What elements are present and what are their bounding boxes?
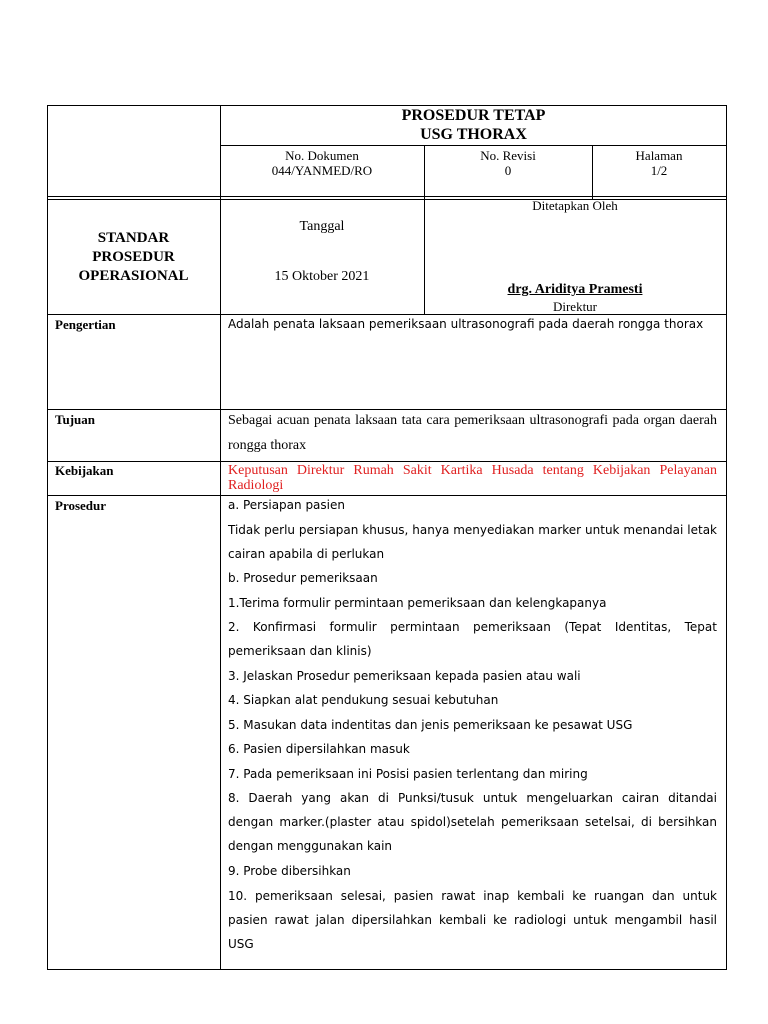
prosedur-step-8: 8. Daerah yang akan di Punksi/tusuk untuk mengeluarkan cairan ditandai dengan marker.(plaster atau spidol)setelah pemeriksaan setelsai, di bersihkan dengan menggunakan kain [228,791,717,853]
approver-title: Direktur [552,299,598,314]
kebijakan-text: Keputusan Direktur Rumah Sakit Kartika Husada tentang Kebijakan Pelayanan Radiologi [228,463,717,493]
table-border-bottom [47,969,727,970]
revision-cell [424,148,592,178]
date-value: 15 Oktober 2021 [274,269,370,284]
approver-name: drg. Ariditya Pramesti [507,282,643,297]
tujuan-label: Tujuan [55,412,95,427]
revision-label: No. Revisi [480,148,536,163]
document-title [220,106,727,144]
doc-number-value: 044/YANMED/RO [271,163,373,178]
sop-label-line-2: PROSEDUR [92,249,175,265]
tujuan-text: Sebagai acuan penata laksaan tata cara pemeriksaan ultrasonografi pada organ daerah rongga thorax [228,413,717,453]
prosedur-step-2: 2. Konfirmasi formulir permintaan pemeriksaan (Tepat Identitas, Tepat pemeriksaan dan klinis) [228,620,717,658]
title-divider [220,145,727,146]
pengertian-text: Adalah penata laksaan pemeriksaan ultrasonografi pada daerah rongga thorax [228,317,704,331]
prosedur-step-7: 7. Pada pemeriksaan ini Posisi pasien terlentang dan miring [228,767,588,781]
table-border-right [726,105,727,970]
doc-number-cell [220,148,424,178]
approved-by-label: Ditetapkan Oleh [532,198,618,213]
doc-number-label: No. Dokumen [285,148,359,163]
title-line-2: USG THORAX [420,126,527,143]
kebijakan-label: Kebijakan [55,463,114,478]
tujuan-divider [47,461,727,462]
page-value: 1/2 [650,163,668,178]
prosedur-step-a-detail: Tidak perlu persiapan khusus, hanya menyediakan marker untuk menandai letak cairan apabila di perlukan [228,523,717,561]
prosedur-step-10: 10. pemeriksaan selesai, pasien rawat inap kembali ke ruangan dan untuk pasien rawat jalan dipersilahkan kembali ke radiologi untuk mengambil hasil USG [228,889,717,951]
date-label: Tanggal [299,219,345,234]
page-label: Halaman [635,148,683,163]
prosedur-step-6: 6. Pasien dipersilahkan masuk [228,742,410,756]
page-cell [592,148,726,178]
prosedur-step-4: 4. Siapkan alat pendukung sesuai kebutuhan [228,693,499,707]
title-line-1: PROSEDUR TETAP [401,107,546,124]
prosedur-step-1: 1.Terima formulir permintaan pemeriksaan dan kelengkapanya [228,596,607,610]
prosedur-step-a: a. Persiapan pasien [228,498,345,512]
prosedur-label: Prosedur [55,498,107,513]
pengertian-label: Pengertian [55,317,116,332]
prosedur-step-b: b. Prosedur pemeriksaan [228,571,378,585]
prosedur-step-3: 3. Jelaskan Prosedur pemeriksaan kepada pasien atau wali [228,669,581,683]
revision-value: 0 [504,163,512,178]
sop-label [47,229,220,286]
sop-label-line-1: STANDAR [97,230,170,246]
header-divider-1 [47,196,727,197]
sop-label-line-3: OPERASIONAL [78,268,189,284]
prosedur-step-9: 9. Probe dibersihkan [228,864,351,878]
prosedur-step-5: 5. Masukan data indentitas dan jenis pemeriksaan ke pesawat USG [228,718,633,732]
